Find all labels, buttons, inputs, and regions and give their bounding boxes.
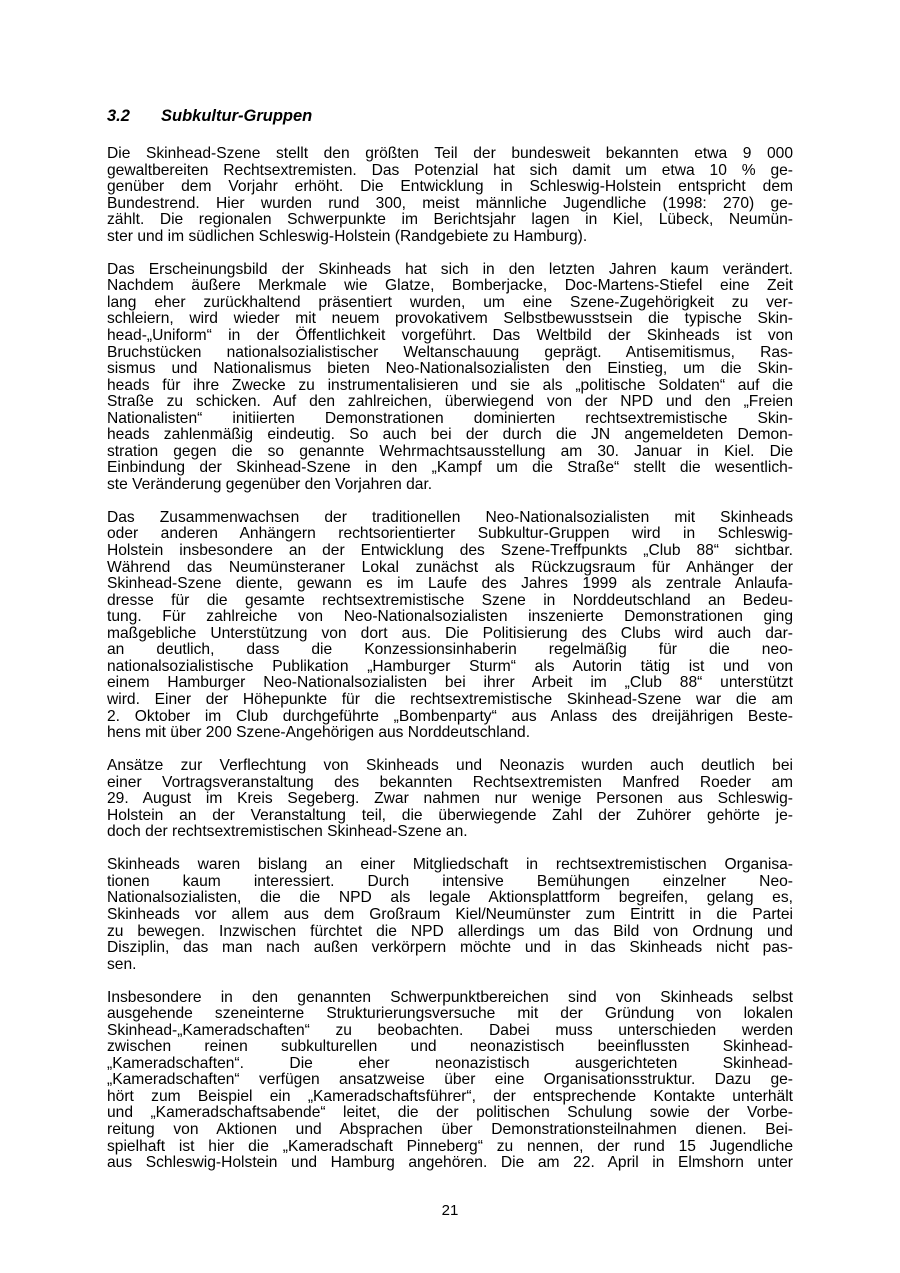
paragraph bbox=[107, 758, 793, 841]
paragraph bbox=[107, 262, 793, 494]
text-line: Die Skinhead-Szene stellt den größten Teil der bundesweit bekannten etwa 9 000 bbox=[107, 145, 793, 162]
text-line: „Kameradschaften“ verfügen ansatzweise über eine Organisationsstruktur. Dazu ge- bbox=[107, 1071, 793, 1089]
section-heading bbox=[107, 106, 312, 126]
text-line: Bundestrend. Hier wurden rund 300, meist männliche Jugendliche (1998: 270) ge- bbox=[107, 194, 793, 212]
text-line: heads für ihre Zwecke zu instrumentalisieren und sie als „politische Soldaten“ auf die bbox=[107, 376, 793, 394]
text-line: Das Zusammenwachsen der traditionellen Neo-Nationalsozialisten mit Skinheads bbox=[107, 508, 793, 526]
text-line: dresse für die gesamte rechtsextremistische Szene in Norddeutschland an Bedeu- bbox=[107, 591, 793, 609]
text-line: lang eher zurückhaltend präsentiert wurden, um eine Szene-Zugehörigkeit zu ver- bbox=[107, 293, 793, 311]
text-line: gewaltbereiten Rechtsextremisten. Das Potenzial hat sich damit um etwa 10 % ge- bbox=[107, 161, 793, 179]
paragraph bbox=[107, 146, 793, 245]
text-line: aus Schleswig-Holstein und Hamburg angehören. Die am 22. April in Elmshorn unter bbox=[107, 1154, 793, 1172]
text-line: an deutlich, dass die Konzessionsinhaberin regelmäßig für die neo- bbox=[107, 641, 793, 659]
paragraph bbox=[107, 990, 793, 1172]
text-line: und „Kameradschaftsabende“ leitet, die der politischen Schulung sowie der Vorbe- bbox=[107, 1104, 793, 1122]
text-line: stration gegen die so genannte Wehrmachtsausstellung am 30. Januar in Kiel. Die bbox=[107, 442, 793, 460]
text-line: zu bewegen. Inzwischen fürchtet die NPD allerdings um das Bild von Ordnung und bbox=[107, 922, 793, 940]
text-line: Skinhead-„Kameradschaften“ zu beobachten. Dabei muss unterschieden werden bbox=[107, 1021, 793, 1039]
text-line: einem Hamburger Neo-Nationalsozialisten bei ihrer Arbeit im „Club 88“ unterstützt bbox=[107, 674, 793, 692]
text-line: Holstein an der Veranstaltung teil, die überwiegende Zahl der Zuhörer gehörte je- bbox=[107, 806, 793, 824]
text-line: genüber dem Vorjahr erhöht. Die Entwicklung in Schleswig-Holstein entspricht dem bbox=[107, 178, 793, 196]
section-title: Subkultur-Gruppen bbox=[161, 107, 313, 125]
text-line: Skinhead-Szene diente, gewann es im Laufe des Jahres 1999 als zentrale Anlaufa- bbox=[107, 575, 793, 593]
text-line: sismus und Nationalismus bieten Neo-Nationalsozialisten den Einstieg, um die Skin- bbox=[107, 360, 793, 378]
text-line: 2. Oktober im Club durchgeführte „Bombenparty“ aus Anlass des dreijährigen Beste- bbox=[107, 707, 793, 725]
text-line: nationalsozialistische Publikation „Hamburger Sturm“ als Autorin tätig ist und von bbox=[107, 657, 793, 675]
text-line: einer Vortragsveranstaltung des bekannten Rechtsextremisten Manfred Roeder am bbox=[107, 773, 793, 791]
text-line: tionen kaum interessiert. Durch intensive Bemühungen einzelner Neo- bbox=[107, 872, 793, 890]
text-line: „Kameradschaften“. Die eher neonazistisch ausgerichteten Skinhead- bbox=[107, 1054, 793, 1072]
page-number: 21 bbox=[441, 1202, 459, 1219]
text-line: schleiern, wird wieder mit neuem provokativem Selbstbewusstsein die typische Skin- bbox=[107, 310, 793, 328]
text-line: spielhaft ist hier die „Kameradschaft Pinneberg“ zu nennen, der rund 15 Jugendliche bbox=[107, 1137, 793, 1155]
text-line: Ansätze zur Verflechtung von Skinheads und Neonazis wurden auch deutlich bei bbox=[107, 757, 793, 775]
text-line: hens mit über 200 Szene-Angehörigen aus Norddeutschland. bbox=[107, 724, 531, 742]
text-line: Einbindung der Skinhead-Szene in den „Kampf um die Straße“ stellt die wesentlich- bbox=[107, 459, 793, 477]
text-line: head-„Uniform“ in der Öffentlichkeit vorgeführt. Das Weltbild der Skinheads ist von bbox=[107, 326, 793, 344]
text-line: ausgehende szeneinterne Strukturierungsversuche mit der Gründung von lokalen bbox=[107, 1005, 793, 1023]
text-line: heads zahlenmäßig eindeutig. So auch bei der durch die JN angemeldeten Demon- bbox=[107, 426, 793, 444]
text-line: ster und im südlichen Schleswig-Holstein (Randgebiete zu Hamburg). bbox=[107, 227, 588, 245]
text-line: oder anderen Anhängern rechtsorientierter Subkultur-Gruppen wird in Schleswig- bbox=[107, 525, 793, 543]
text-line: Bruchstücken nationalsozialistischer Weltanschauung geprägt. Antisemitismus, Ras- bbox=[107, 343, 793, 361]
text-line: ste Veränderung gegenüber den Vorjahren dar. bbox=[107, 475, 433, 493]
text-line: doch der rechtsextremistischen Skinhead-Szene an. bbox=[107, 823, 468, 841]
text-line: tung. Für zahlreiche von Neo-Nationalsozialisten inszenierte Demonstrationen ging bbox=[107, 608, 793, 626]
text-line: Skinheads waren bislang an einer Mitgliedschaft in rechtsextremistischen Organisa- bbox=[107, 856, 793, 874]
paragraph bbox=[107, 857, 793, 973]
text-line: Nationalsozialisten, die die NPD als legale Aktionsplattform begreifen, gelang es, bbox=[107, 889, 793, 907]
paragraph bbox=[107, 510, 793, 742]
text-line: Straße zu schicken. Auf den zahlreichen, überwiegend von der NPD und den „Freien bbox=[107, 393, 793, 411]
text-line: 29. August im Kreis Segeberg. Zwar nahmen nur wenige Personen aus Schleswig- bbox=[107, 790, 793, 808]
text-line: Skinheads vor allem aus dem Großraum Kiel/Neumünster zum Eintritt in die Partei bbox=[107, 905, 793, 923]
body-text bbox=[107, 146, 793, 1188]
text-line: Während das Neumünsteraner Lokal zunächst als Rückzugsraum für Anhänger der bbox=[107, 558, 793, 576]
text-line: Insbesondere in den genannten Schwerpunktbereichen sind von Skinheads selbst bbox=[107, 988, 793, 1006]
text-line: Disziplin, das man nach außen verkörpern möchte und in das Skinheads nicht pas- bbox=[107, 939, 793, 957]
text-line: Holstein insbesondere an der Entwicklung des Szene-Treffpunkts „Club 88“ sichtbar. bbox=[107, 542, 793, 560]
text-line: hört zum Beispiel ein „Kameradschaftsführer“, der entsprechende Kontakte unterhält bbox=[107, 1087, 793, 1105]
text-line: zwischen reinen subkulturellen und neonazistisch beeinflussten Skinhead- bbox=[107, 1038, 793, 1056]
text-line: wird. Einer der Höhepunkte für die rechtsextremistische Skinhead-Szene war die am bbox=[107, 690, 793, 708]
text-line: sen. bbox=[107, 955, 137, 973]
text-line: maßgebliche Unterstützung von dort aus. Die Politisierung des Clubs wird auch dar- bbox=[107, 624, 793, 642]
section-number: 3.2 bbox=[107, 107, 130, 125]
text-line: Das Erscheinungsbild der Skinheads hat sich in den letzten Jahren kaum verändert. bbox=[107, 260, 793, 278]
text-line: zählt. Die regionalen Schwerpunkte im Berichtsjahr lagen in Kiel, Lübeck, Neumün- bbox=[107, 211, 793, 229]
text-line: Nationalisten“ initiierten Demonstrationen dominierten rechtsextremistische Skin- bbox=[107, 409, 793, 427]
text-line: Nachdem äußere Merkmale wie Glatze, Bomberjacke, Doc-Martens-Stiefel eine Zeit bbox=[107, 277, 793, 295]
text-line: reitung von Aktionen und Absprachen über Demonstrationsteilnahmen dienen. Bei- bbox=[107, 1121, 793, 1139]
